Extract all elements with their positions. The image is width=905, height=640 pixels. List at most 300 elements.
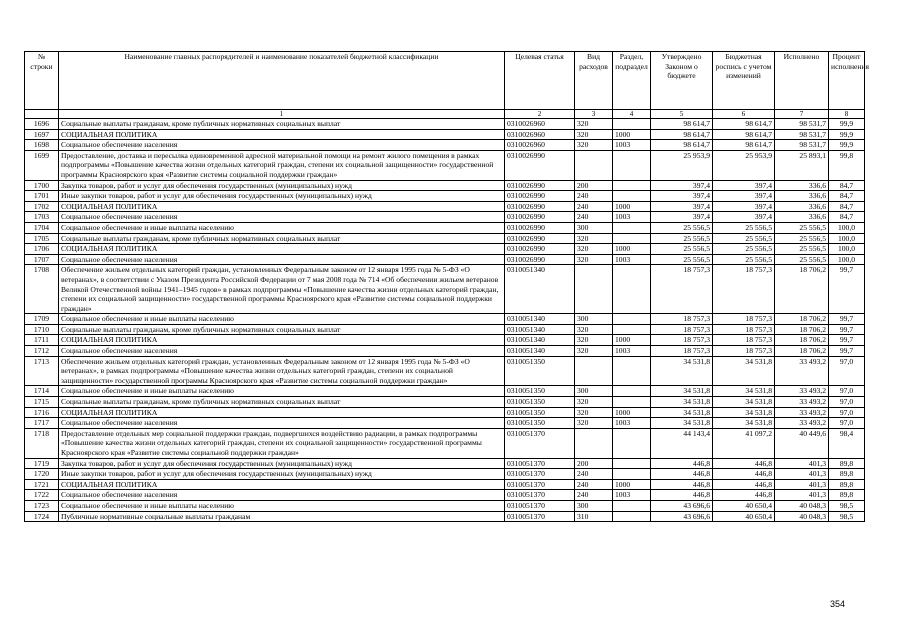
budget-list-amount-cell: 34 531,8 (713, 407, 775, 418)
row-number-cell: 1697 (25, 129, 59, 140)
expense-type-cell: 300 (575, 386, 613, 397)
table-row (25, 265, 865, 314)
executed-amount-cell: 336,6 (775, 201, 829, 212)
table-row (25, 490, 865, 501)
approved-amount-cell: 25 556,5 (651, 254, 713, 265)
target-article-cell: 0310051370 (505, 458, 575, 469)
percent-cell: 99,7 (829, 265, 865, 314)
executed-amount-cell: 401,3 (775, 469, 829, 480)
percent-cell: 97,0 (829, 418, 865, 429)
executed-amount-cell: 336,6 (775, 191, 829, 202)
expense-type-cell: 240 (575, 469, 613, 480)
indicator-name-cell: Закупка товаров, работ и услуг для обеспечения государственных (муниципальных) нужд (59, 458, 505, 469)
percent-cell: 99,7 (829, 346, 865, 357)
row-number-cell: 1711 (25, 335, 59, 346)
expense-type-cell: 310 (575, 511, 613, 522)
row-number-cell: 1709 (25, 314, 59, 325)
percent-cell: 99,9 (829, 119, 865, 130)
budget-list-amount-cell: 40 650,4 (713, 511, 775, 522)
header-target-article: Целевая статья (505, 52, 575, 110)
percent-cell: 97,0 (829, 356, 865, 386)
expense-type-cell: 240 (575, 479, 613, 490)
table-row (25, 119, 865, 130)
section-cell (613, 500, 651, 511)
column-number: 2 (505, 110, 575, 119)
budget-list-amount-cell: 40 650,4 (713, 500, 775, 511)
indicator-name-cell: Социальное обеспечение населения (59, 212, 505, 223)
row-number-cell: 1721 (25, 479, 59, 490)
budget-list-amount-cell: 397,4 (713, 191, 775, 202)
indicator-name-cell: Социальное обеспечение населения (59, 140, 505, 151)
target-article-cell: 0310026960 (505, 140, 575, 151)
table-row (25, 479, 865, 490)
executed-amount-cell: 25 893,1 (775, 150, 829, 180)
section-cell (613, 356, 651, 386)
expense-type-cell: 300 (575, 314, 613, 325)
table-row (25, 201, 865, 212)
expense-type-cell: 240 (575, 212, 613, 223)
column-number: 4 (613, 110, 651, 119)
target-article-cell: 0310051340 (505, 335, 575, 346)
approved-amount-cell: 397,4 (651, 201, 713, 212)
row-number-cell: 1720 (25, 469, 59, 480)
approved-amount-cell: 18 757,3 (651, 324, 713, 335)
row-number-cell: 1700 (25, 180, 59, 191)
indicator-name-cell: Публичные нормативные социальные выплаты гражданам (59, 511, 505, 522)
table-row (25, 244, 865, 255)
executed-amount-cell: 25 556,5 (775, 233, 829, 244)
table-row (25, 428, 865, 458)
row-number-cell: 1713 (25, 356, 59, 386)
indicator-name-cell: Предоставление отдельных мер социальной поддержки граждан, подвергшихся воздействию радиации, в рамках подпрограммы «Повышение качества жизни отдельных категорий граждан, степени их социальной защищенности» государственной программы Красноярского края «Развитие системы социальной поддержки граждан» (59, 428, 505, 458)
section-cell (613, 314, 651, 325)
table-row (25, 346, 865, 357)
budget-list-amount-cell: 446,8 (713, 479, 775, 490)
column-number-blank (25, 110, 59, 119)
approved-amount-cell: 446,8 (651, 490, 713, 501)
header-section: Раздел, подраздел (613, 52, 651, 110)
budget-list-amount-cell: 25 556,5 (713, 222, 775, 233)
table-row (25, 212, 865, 223)
executed-amount-cell: 336,6 (775, 212, 829, 223)
indicator-name-cell: СОЦИАЛЬНАЯ ПОЛИТИКА (59, 201, 505, 212)
executed-amount-cell: 40 449,6 (775, 428, 829, 458)
executed-amount-cell: 18 706,2 (775, 314, 829, 325)
expense-type-cell: 320 (575, 254, 613, 265)
expense-type-cell: 300 (575, 500, 613, 511)
section-cell: 1000 (613, 407, 651, 418)
expense-type-cell: 300 (575, 222, 613, 233)
expense-type-cell: 320 (575, 335, 613, 346)
executed-amount-cell: 18 706,2 (775, 265, 829, 314)
percent-cell: 84,7 (829, 191, 865, 202)
section-cell (613, 150, 651, 180)
expense-type-cell: 240 (575, 490, 613, 501)
section-cell (613, 191, 651, 202)
target-article-cell: 0310051370 (505, 511, 575, 522)
indicator-name-cell: СОЦИАЛЬНАЯ ПОЛИТИКА (59, 129, 505, 140)
target-article-cell: 0310051370 (505, 479, 575, 490)
table-row (25, 254, 865, 265)
approved-amount-cell: 18 757,3 (651, 314, 713, 325)
row-number-cell: 1718 (25, 428, 59, 458)
indicator-name-cell: Социальное обеспечение населения (59, 346, 505, 357)
indicator-name-cell: Социальное обеспечение населения (59, 418, 505, 429)
approved-amount-cell: 18 757,3 (651, 346, 713, 357)
expense-type-cell (575, 428, 613, 458)
table-row (25, 500, 865, 511)
budget-list-amount-cell: 41 097,2 (713, 428, 775, 458)
target-article-cell: 0310026990 (505, 201, 575, 212)
section-cell (613, 222, 651, 233)
indicator-name-cell: Иные закупки товаров, работ и услуг для обеспечения государственных (муниципальных) нужд (59, 191, 505, 202)
section-cell (613, 397, 651, 408)
approved-amount-cell: 25 953,9 (651, 150, 713, 180)
target-article-cell: 0310026990 (505, 254, 575, 265)
table-row (25, 386, 865, 397)
table-row (25, 222, 865, 233)
table-row (25, 407, 865, 418)
percent-cell: 84,7 (829, 180, 865, 191)
expense-type-cell: 320 (575, 140, 613, 151)
percent-cell: 99,9 (829, 140, 865, 151)
column-number: 7 (775, 110, 829, 119)
executed-amount-cell: 336,6 (775, 180, 829, 191)
percent-cell: 84,7 (829, 201, 865, 212)
executed-amount-cell: 18 706,2 (775, 324, 829, 335)
budget-list-amount-cell: 18 757,3 (713, 265, 775, 314)
indicator-name-cell: Обеспечение жильем отдельных категорий граждан, установленных Федеральным законом от 12 января 1995 года № 5-ФЗ «О ветеранах», в соответствии с Указом Президента Российской Федерации от 7 мая 2008 года № 714 «Об обеспечении жильем ветеранов Великой Отечественной войны 1941–1945 годов» в рамках подпрограммы «Повышение качества жизни отдельных категорий граждан, степени их социальной защищенности» государственной программы Красноярского края «Развитие системы социальной поддержки граждан» (59, 265, 505, 314)
percent-cell: 89,8 (829, 490, 865, 501)
percent-cell: 100,0 (829, 233, 865, 244)
expense-type-cell: 320 (575, 407, 613, 418)
section-cell (613, 386, 651, 397)
expense-type-cell: 240 (575, 191, 613, 202)
executed-amount-cell: 18 706,2 (775, 346, 829, 357)
indicator-name-cell: Социальное обеспечение и иные выплаты населению (59, 222, 505, 233)
expense-type-cell: 200 (575, 180, 613, 191)
row-number-cell: 1723 (25, 500, 59, 511)
approved-amount-cell: 446,8 (651, 458, 713, 469)
expense-type-cell: 320 (575, 233, 613, 244)
target-article-cell: 0310051350 (505, 397, 575, 408)
percent-cell: 89,8 (829, 469, 865, 480)
approved-amount-cell: 34 531,8 (651, 356, 713, 386)
approved-amount-cell: 397,4 (651, 191, 713, 202)
budget-list-amount-cell: 34 531,8 (713, 356, 775, 386)
table-row (25, 314, 865, 325)
indicator-name-cell: Социальное обеспечение и иные выплаты населению (59, 386, 505, 397)
target-article-cell: 0310026990 (505, 180, 575, 191)
percent-cell: 98,5 (829, 500, 865, 511)
target-article-cell: 0310026960 (505, 129, 575, 140)
section-cell: 1000 (613, 335, 651, 346)
header-budget-list: Бюджетная роспись с учетом изменений (713, 52, 775, 110)
executed-amount-cell: 18 706,2 (775, 335, 829, 346)
section-cell (613, 265, 651, 314)
header-executed: Исполнено (775, 52, 829, 110)
target-article-cell: 0310026990 (505, 233, 575, 244)
section-cell: 1003 (613, 254, 651, 265)
approved-amount-cell: 18 757,3 (651, 265, 713, 314)
expense-type-cell: 320 (575, 129, 613, 140)
section-cell: 1003 (613, 212, 651, 223)
row-number-cell: 1696 (25, 119, 59, 130)
executed-amount-cell: 33 493,2 (775, 407, 829, 418)
target-article-cell: 0310026990 (505, 212, 575, 223)
approved-amount-cell: 25 556,5 (651, 233, 713, 244)
row-number-cell: 1719 (25, 458, 59, 469)
row-number-cell: 1704 (25, 222, 59, 233)
approved-amount-cell: 446,8 (651, 469, 713, 480)
table-row (25, 335, 865, 346)
section-cell: 1000 (613, 479, 651, 490)
table-row (25, 233, 865, 244)
target-article-cell: 0310051350 (505, 418, 575, 429)
row-number-cell: 1715 (25, 397, 59, 408)
table-row (25, 191, 865, 202)
budget-list-amount-cell: 34 531,8 (713, 386, 775, 397)
approved-amount-cell: 43 696,6 (651, 500, 713, 511)
approved-amount-cell: 34 531,8 (651, 397, 713, 408)
executed-amount-cell: 40 048,3 (775, 511, 829, 522)
percent-cell: 99,9 (829, 129, 865, 140)
indicator-name-cell: Социальное обеспечение и иные выплаты населению (59, 314, 505, 325)
indicator-name-cell: Социальное обеспечение населения (59, 490, 505, 501)
expense-type-cell: 320 (575, 119, 613, 130)
header-approved: Утверждено Законом о бюджете (651, 52, 713, 110)
table-row (25, 469, 865, 480)
section-cell (613, 428, 651, 458)
budget-list-amount-cell: 397,4 (713, 180, 775, 191)
column-number: 6 (713, 110, 775, 119)
target-article-cell: 0310051370 (505, 490, 575, 501)
row-number-cell: 1698 (25, 140, 59, 151)
header-percent: Процент исполнения (829, 52, 865, 110)
row-number-cell: 1703 (25, 212, 59, 223)
expense-type-cell: 320 (575, 244, 613, 255)
section-cell (613, 458, 651, 469)
table-row (25, 140, 865, 151)
approved-amount-cell: 18 757,3 (651, 335, 713, 346)
budget-list-amount-cell: 446,8 (713, 469, 775, 480)
table-row (25, 397, 865, 408)
section-cell: 1003 (613, 490, 651, 501)
section-cell (613, 469, 651, 480)
target-article-cell: 0310051370 (505, 428, 575, 458)
row-number-cell: 1717 (25, 418, 59, 429)
row-number-cell: 1712 (25, 346, 59, 357)
budget-list-amount-cell: 98 614,7 (713, 119, 775, 130)
budget-list-amount-cell: 446,8 (713, 458, 775, 469)
executed-amount-cell: 25 556,5 (775, 244, 829, 255)
budget-list-amount-cell: 18 757,3 (713, 324, 775, 335)
approved-amount-cell: 34 531,8 (651, 386, 713, 397)
target-article-cell: 0310051340 (505, 265, 575, 314)
column-number: 3 (575, 110, 613, 119)
target-article-cell: 0310026990 (505, 222, 575, 233)
header-expense-type: Вид расходов (575, 52, 613, 110)
target-article-cell: 0310051370 (505, 469, 575, 480)
section-cell (613, 511, 651, 522)
indicator-name-cell: Социальные выплаты гражданам, кроме публичных нормативных социальных выплат (59, 397, 505, 408)
percent-cell: 97,0 (829, 407, 865, 418)
percent-cell: 89,8 (829, 458, 865, 469)
approved-amount-cell: 446,8 (651, 479, 713, 490)
budget-list-amount-cell: 25 556,5 (713, 254, 775, 265)
executed-amount-cell: 98 531,7 (775, 140, 829, 151)
indicator-name-cell: Закупка товаров, работ и услуг для обеспечения государственных (муниципальных) нужд (59, 180, 505, 191)
section-cell: 1003 (613, 140, 651, 151)
row-number-cell: 1708 (25, 265, 59, 314)
target-article-cell: 0310026960 (505, 119, 575, 130)
target-article-cell: 0310051350 (505, 407, 575, 418)
executed-amount-cell: 33 493,2 (775, 397, 829, 408)
expense-type-cell (575, 265, 613, 314)
budget-list-amount-cell: 98 614,7 (713, 140, 775, 151)
expense-type-cell: 240 (575, 201, 613, 212)
target-article-cell: 0310026990 (505, 150, 575, 180)
approved-amount-cell: 98 614,7 (651, 140, 713, 151)
executed-amount-cell: 25 556,5 (775, 254, 829, 265)
section-cell: 1003 (613, 418, 651, 429)
percent-cell: 99,7 (829, 314, 865, 325)
budget-list-amount-cell: 18 757,3 (713, 314, 775, 325)
target-article-cell: 0310026990 (505, 191, 575, 202)
row-number-cell: 1724 (25, 511, 59, 522)
expense-type-cell (575, 150, 613, 180)
indicator-name-cell: Обеспечение жильем отдельных категорий граждан, установленных Федеральным законом от 12 января 1995 года № 5-ФЗ «О ветеранах», в рамках подпрограммы «Повышение качества жизни отдельных категорий граждан, степени их социальной защищенности» государственной программы Красноярского края «Развитие системы социальной поддержки граждан» (59, 356, 505, 386)
expense-type-cell: 200 (575, 458, 613, 469)
row-number-cell: 1716 (25, 407, 59, 418)
percent-cell: 98,5 (829, 511, 865, 522)
row-number-cell: 1706 (25, 244, 59, 255)
table-row (25, 324, 865, 335)
budget-list-amount-cell: 98 614,7 (713, 129, 775, 140)
row-number-cell: 1701 (25, 191, 59, 202)
column-number: 5 (651, 110, 713, 119)
table-row (25, 458, 865, 469)
executed-amount-cell: 33 493,2 (775, 356, 829, 386)
indicator-name-cell: Социальные выплаты гражданам, кроме публичных нормативных социальных выплат (59, 233, 505, 244)
percent-cell: 97,0 (829, 386, 865, 397)
table-row (25, 356, 865, 386)
header-row-number: № строки (25, 52, 59, 110)
percent-cell: 97,0 (829, 397, 865, 408)
approved-amount-cell: 34 531,8 (651, 407, 713, 418)
indicator-name-cell: Социальные выплаты гражданам, кроме публичных нормативных социальных выплат (59, 119, 505, 130)
section-cell: 1000 (613, 201, 651, 212)
percent-cell: 99,7 (829, 335, 865, 346)
percent-cell: 99,7 (829, 324, 865, 335)
budget-list-amount-cell: 446,8 (713, 490, 775, 501)
expense-type-cell: 320 (575, 346, 613, 357)
table-row (25, 511, 865, 522)
indicator-name-cell: СОЦИАЛЬНАЯ ПОЛИТИКА (59, 335, 505, 346)
target-article-cell: 0310051340 (505, 314, 575, 325)
budget-list-amount-cell: 25 556,5 (713, 233, 775, 244)
executed-amount-cell: 401,3 (775, 479, 829, 490)
column-number: 1 (59, 110, 505, 119)
approved-amount-cell: 98 614,7 (651, 129, 713, 140)
row-number-cell: 1699 (25, 150, 59, 180)
approved-amount-cell: 25 556,5 (651, 244, 713, 255)
section-cell (613, 180, 651, 191)
budget-list-amount-cell: 25 953,9 (713, 150, 775, 180)
executed-amount-cell: 401,3 (775, 458, 829, 469)
table-row (25, 129, 865, 140)
indicator-name-cell: Предоставление, доставка и пересылка единовременной адресной материальной помощи на ремонт жилого помещения в рамках подпрограммы «Повышение качества жизни отдельных категорий граждан, степени их социальной защищенности» государственной программы Красноярского края «Развитие системы социальной поддержки граждан» (59, 150, 505, 180)
budget-list-amount-cell: 34 531,8 (713, 418, 775, 429)
row-number-cell: 1722 (25, 490, 59, 501)
table-row (25, 150, 865, 180)
indicator-name-cell: СОЦИАЛЬНАЯ ПОЛИТИКА (59, 479, 505, 490)
target-article-cell: 0310051340 (505, 324, 575, 335)
budget-list-amount-cell: 18 757,3 (713, 346, 775, 357)
approved-amount-cell: 34 531,8 (651, 418, 713, 429)
target-article-cell: 0310051340 (505, 346, 575, 357)
indicator-name-cell: Социальное обеспечение населения (59, 254, 505, 265)
budget-list-amount-cell: 397,4 (713, 212, 775, 223)
expense-type-cell: 320 (575, 418, 613, 429)
budget-list-amount-cell: 25 556,5 (713, 244, 775, 255)
expense-type-cell: 320 (575, 397, 613, 408)
percent-cell: 100,0 (829, 222, 865, 233)
row-number-cell: 1710 (25, 324, 59, 335)
indicator-name-cell: СОЦИАЛЬНАЯ ПОЛИТИКА (59, 407, 505, 418)
section-cell: 1000 (613, 244, 651, 255)
approved-amount-cell: 397,4 (651, 212, 713, 223)
table-row (25, 418, 865, 429)
table-row (25, 180, 865, 191)
approved-amount-cell: 43 696,6 (651, 511, 713, 522)
approved-amount-cell: 397,4 (651, 180, 713, 191)
page-number: 354 (830, 599, 846, 609)
section-cell (613, 233, 651, 244)
expense-type-cell (575, 356, 613, 386)
indicator-name-cell: Социальные выплаты гражданам, кроме публичных нормативных социальных выплат (59, 324, 505, 335)
percent-cell: 100,0 (829, 254, 865, 265)
indicator-name-cell: Иные закупки товаров, работ и услуг для обеспечения государственных (муниципальных) нужд (59, 469, 505, 480)
percent-cell: 100,0 (829, 244, 865, 255)
executed-amount-cell: 401,3 (775, 490, 829, 501)
executed-amount-cell: 33 493,2 (775, 386, 829, 397)
percent-cell: 99,8 (829, 150, 865, 180)
section-cell (613, 324, 651, 335)
target-article-cell: 0310051350 (505, 386, 575, 397)
percent-cell: 98,4 (829, 428, 865, 458)
executed-amount-cell: 98 531,7 (775, 119, 829, 130)
budget-table (24, 51, 870, 522)
column-number: 8 (829, 110, 865, 119)
row-number-cell: 1714 (25, 386, 59, 397)
executed-amount-cell: 98 531,7 (775, 129, 829, 140)
row-number-cell: 1705 (25, 233, 59, 244)
approved-amount-cell: 98 614,7 (651, 119, 713, 130)
section-cell: 1003 (613, 346, 651, 357)
target-article-cell: 0310026990 (505, 244, 575, 255)
budget-list-amount-cell: 18 757,3 (713, 335, 775, 346)
budget-list-amount-cell: 34 531,8 (713, 397, 775, 408)
section-cell (613, 119, 651, 130)
section-cell: 1000 (613, 129, 651, 140)
executed-amount-cell: 25 556,5 (775, 222, 829, 233)
approved-amount-cell: 25 556,5 (651, 222, 713, 233)
indicator-name-cell: Социальное обеспечение и иные выплаты населению (59, 500, 505, 511)
row-number-cell: 1707 (25, 254, 59, 265)
indicator-name-cell: СОЦИАЛЬНАЯ ПОЛИТИКА (59, 244, 505, 255)
column-number-row (25, 110, 865, 119)
